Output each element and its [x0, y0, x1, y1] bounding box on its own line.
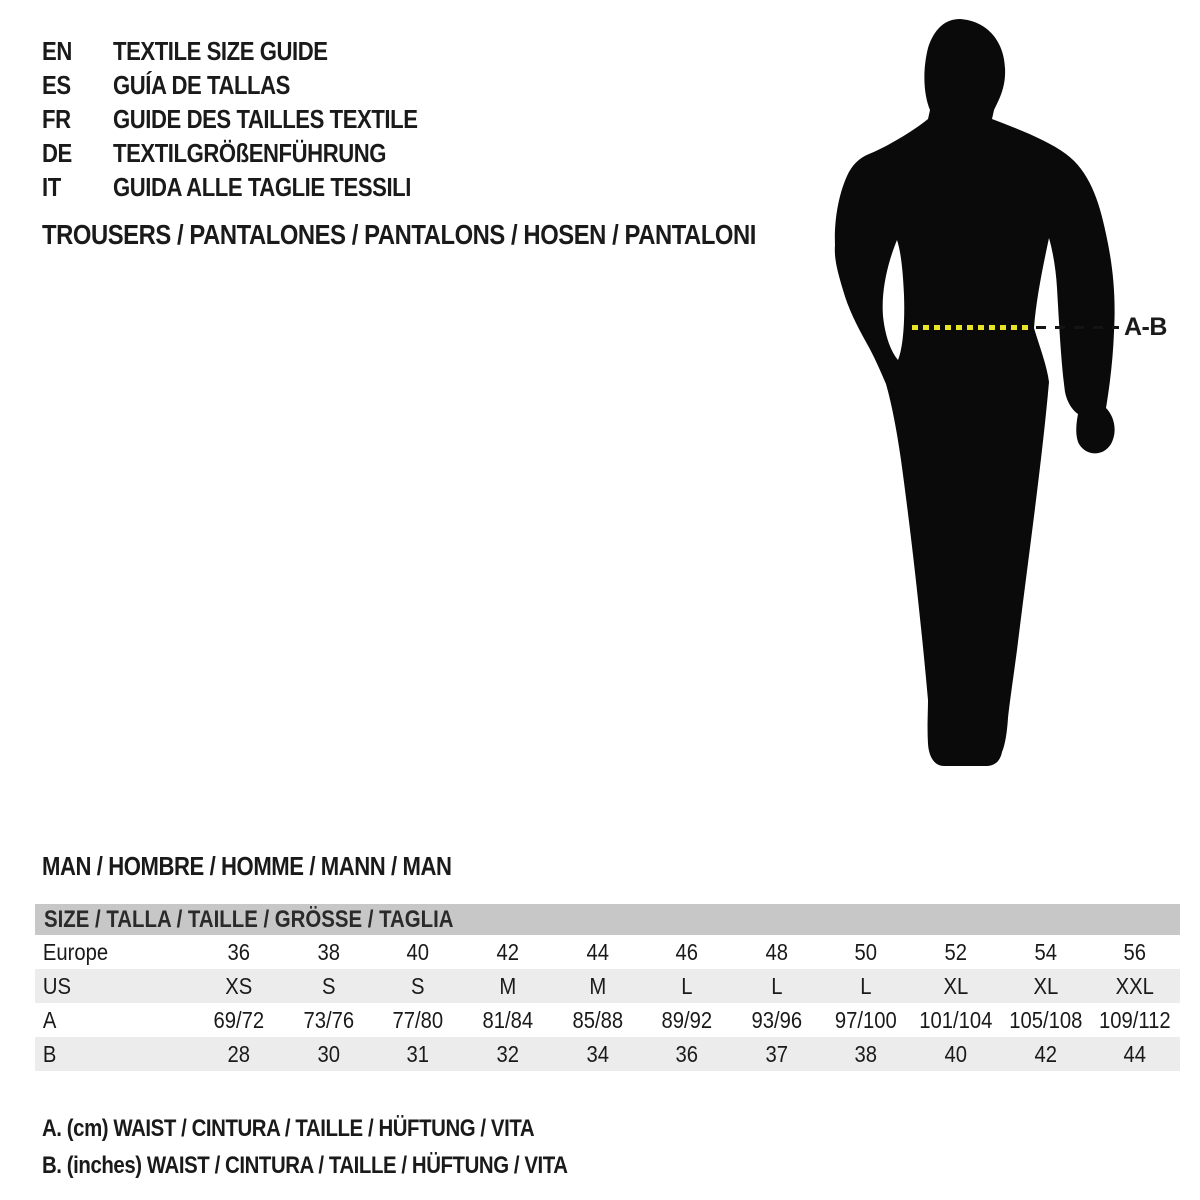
table-cell: 54 — [1034, 939, 1057, 965]
table-cell: L — [681, 973, 693, 999]
size-table-header — [35, 904, 1180, 935]
size-table-header-text: SIZE / TALLA / TAILLE / GRÖSSE / TAGLIA — [44, 906, 454, 933]
table-cell: 50 — [855, 939, 878, 965]
table-cell: 38 — [317, 939, 340, 965]
table-cell: XL — [1033, 973, 1058, 999]
table-cell: 69/72 — [213, 1007, 265, 1033]
row-label: US — [42, 973, 72, 999]
table-cell: S — [321, 973, 336, 999]
table-cell: 40 — [406, 939, 430, 965]
table-cell: 105/108 — [1009, 1007, 1083, 1033]
table-cell: 31 — [406, 1041, 430, 1067]
language-code: ES — [42, 70, 71, 100]
size-table — [35, 904, 1180, 1071]
table-cell: 44 — [1123, 1041, 1147, 1067]
language-label: GUÍA DE TALLAS — [113, 70, 290, 100]
table-cell: 36 — [227, 939, 251, 965]
footnotes — [42, 1110, 660, 1184]
language-label: GUIDA ALLE TAGLIE TESSILI — [113, 172, 411, 202]
footnote-a-text: A. (cm) WAIST / CINTURA / TAILLE / HÜFTUNG / VITA — [42, 1115, 535, 1142]
table-row — [35, 969, 1180, 1003]
table-cell: 34 — [586, 1041, 609, 1067]
table-cell: 81/84 — [482, 1007, 534, 1033]
language-row — [42, 68, 471, 102]
language-code: FR — [42, 104, 71, 134]
table-cell: 44 — [586, 939, 609, 965]
table-cell: L — [771, 973, 783, 999]
language-code: IT — [42, 172, 61, 202]
measure-leader-line — [1036, 326, 1119, 329]
table-cell: 97/100 — [835, 1007, 898, 1033]
footnote-b — [42, 1147, 660, 1184]
waist-measure-line — [912, 325, 1033, 330]
table-cell: M — [499, 973, 517, 999]
table-row — [35, 1003, 1180, 1037]
table-cell: 42 — [1034, 1041, 1057, 1067]
language-label: GUIDE DES TAILLES TEXTILE — [113, 104, 418, 134]
language-code: EN — [42, 36, 72, 66]
table-cell: 28 — [227, 1041, 251, 1067]
table-cell: 109/112 — [1099, 1007, 1172, 1033]
language-code: DE — [42, 138, 72, 168]
language-row — [42, 102, 471, 136]
table-cell: 48 — [765, 939, 788, 965]
table-cell: 32 — [496, 1041, 519, 1067]
language-row — [42, 170, 471, 204]
row-label: A — [42, 1007, 57, 1033]
row-label: Europe — [42, 939, 109, 965]
table-cell: 38 — [855, 1041, 878, 1067]
table-cell: XL — [943, 973, 969, 999]
table-cell: 85/88 — [572, 1007, 623, 1033]
man-silhouette — [820, 10, 1200, 780]
table-cell: 101/104 — [919, 1007, 993, 1033]
language-label: TEXTILGRÖßENFÜHRUNG — [113, 138, 387, 168]
table-cell: XS — [225, 973, 253, 999]
table-cell: XXL — [1116, 973, 1155, 999]
category-heading — [42, 219, 882, 251]
language-label: TEXTILE SIZE GUIDE — [113, 36, 328, 66]
section-heading — [42, 851, 524, 882]
table-cell: 52 — [944, 939, 968, 965]
row-label: B — [42, 1041, 57, 1067]
table-cell: 73/76 — [303, 1007, 354, 1033]
table-row — [35, 935, 1180, 969]
footnote-a — [42, 1110, 660, 1147]
size-table-body — [35, 935, 1180, 1071]
table-cell: 56 — [1123, 939, 1147, 965]
category-heading-text: TROUSERS / PANTALONES / PANTALONS / HOSEN / PANTALONI — [42, 219, 756, 250]
language-list — [42, 34, 471, 204]
language-row — [42, 136, 471, 170]
table-cell: 37 — [765, 1041, 788, 1067]
table-cell: 42 — [496, 939, 519, 965]
footnote-b-text: B. (inches) WAIST / CINTURA / TAILLE / HÜFTUNG / VITA — [42, 1152, 568, 1179]
table-cell: 30 — [317, 1041, 340, 1067]
table-cell: L — [860, 973, 872, 999]
table-cell: 40 — [944, 1041, 968, 1067]
table-cell: M — [588, 973, 606, 999]
table-cell: 46 — [675, 939, 699, 965]
table-cell: 89/92 — [661, 1007, 713, 1033]
table-cell: 77/80 — [392, 1007, 444, 1033]
table-cell: S — [411, 973, 425, 999]
measure-label: A-B — [1124, 313, 1167, 341]
table-row — [35, 1037, 1180, 1071]
language-row — [42, 34, 471, 68]
table-cell: 93/96 — [751, 1007, 802, 1033]
table-cell: 36 — [675, 1041, 699, 1067]
section-heading-text: MAN / HOMBRE / HOMME / MANN / MAN — [42, 851, 452, 881]
